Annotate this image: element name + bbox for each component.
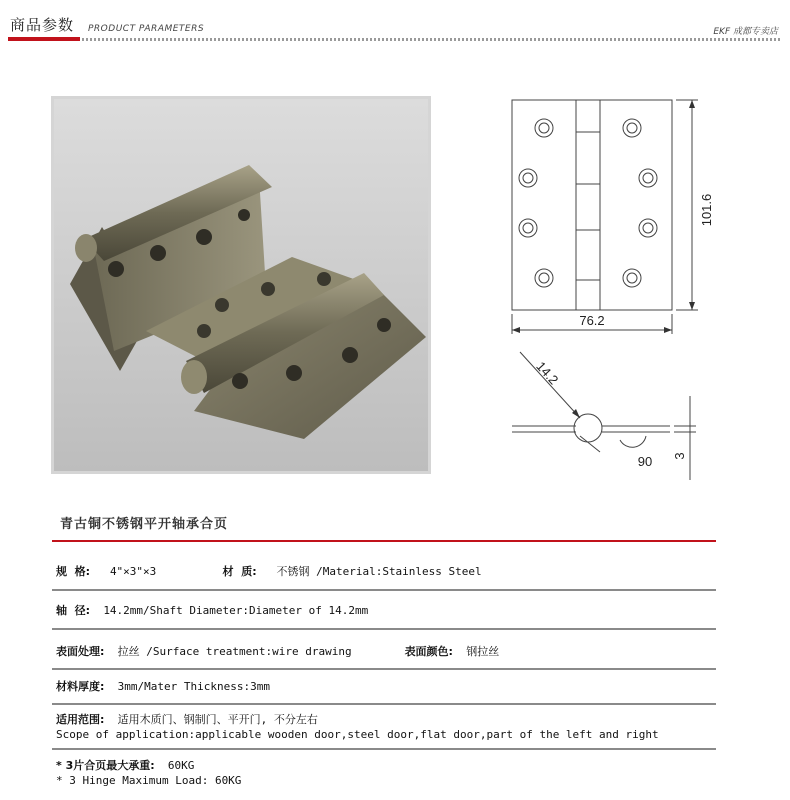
load-value: 60KG: [167, 759, 195, 772]
store-name: EKF 成都专卖店: [713, 27, 778, 37]
width-dimension-label: 76.2: [579, 313, 605, 328]
thickness-label: 材料厚度:: [56, 680, 105, 693]
divider: [52, 668, 716, 670]
section-header: [0, 0, 790, 44]
header-accent-bar: [8, 37, 80, 41]
surface-value: 拉丝 /Surface treatment:wire drawing: [117, 645, 352, 658]
title-red-rule: [52, 540, 716, 542]
shaft-label: 轴 径:: [56, 604, 91, 617]
height-dimension-label: 101.6: [699, 193, 714, 227]
thickness-dimension-label: 3: [672, 452, 687, 460]
hinge-diagram: [500, 90, 740, 480]
material-value: 不锈钢 /Material:Stainless Steel: [276, 565, 482, 578]
spec-row-load: [56, 757, 194, 773]
divider: [52, 703, 716, 705]
shaft-value: 14.2mm/Shaft Diameter:Diameter of 14.2mm: [103, 604, 369, 617]
spec-row-surface: [56, 643, 499, 659]
divider: [52, 748, 716, 750]
material-label: 材 质:: [222, 565, 257, 578]
product-photo: [51, 96, 431, 474]
load-label: * 3片合页最大承重:: [56, 759, 155, 772]
header-dashed-rule: [82, 38, 782, 41]
load-english: * 3 Hinge Maximum Load: 60KG: [56, 774, 242, 787]
angle-dimension-label: 90: [637, 454, 653, 469]
scope-english: Scope of application:applicable wooden door,steel door,flat door,part of the left and right: [56, 728, 659, 741]
spec-value: 4"×3"×3: [109, 565, 157, 578]
spec-row-size: [56, 563, 482, 579]
section-title: 商品参数: [10, 16, 75, 34]
divider: [52, 589, 716, 591]
surface-label: 表面处理:: [56, 645, 105, 658]
hinge-illustration: [54, 99, 428, 471]
technical-drawing: [500, 90, 740, 480]
section-subtitle: PRODUCT PARAMETERS: [88, 24, 205, 34]
spec-row-shaft: [56, 602, 368, 618]
spec-label: 规 格:: [56, 565, 91, 578]
scope-label: 适用范围:: [56, 713, 105, 726]
spec-row-scope: [56, 711, 318, 727]
thickness-value: 3mm/Mater Thickness:3mm: [117, 680, 270, 693]
scope-value: 适用木质门、钢制门、平开门, 不分左右: [117, 713, 318, 726]
color-value: 钢拉丝: [466, 645, 500, 658]
spec-row-thickness: [56, 678, 270, 694]
shaft-dimension-label: 14.2: [533, 358, 562, 388]
color-label: 表面颜色:: [404, 645, 453, 658]
product-name: 青古铜不锈钢平开轴承合页: [60, 517, 229, 532]
divider: [52, 628, 716, 630]
